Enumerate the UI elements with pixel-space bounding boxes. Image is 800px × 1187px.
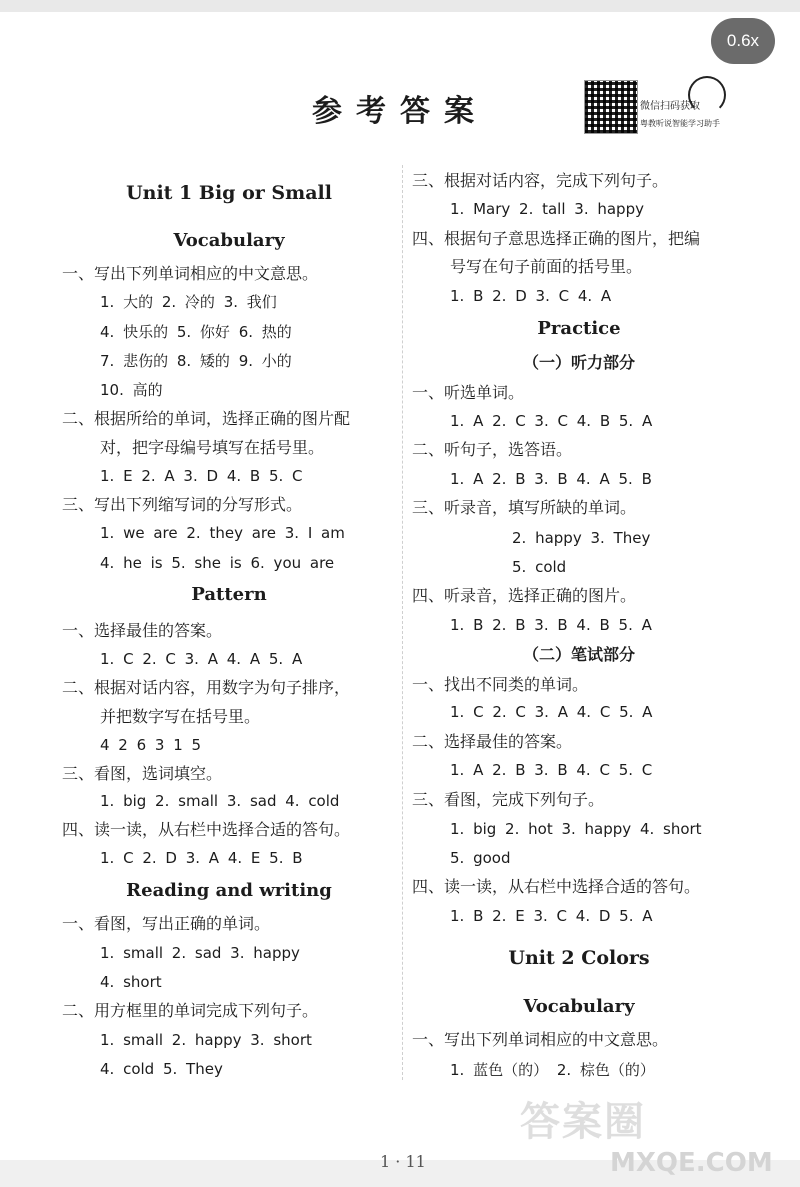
question-instruction: 一、写出下列单词相应的中文意思。 <box>62 264 319 283</box>
question-instruction: 二、选择最佳的答案。 <box>412 732 573 751</box>
question-instruction: 二、根据对话内容，用数字为句子排序， <box>62 678 351 697</box>
section-heading: Practice <box>537 318 621 339</box>
answer-line: 1. Mary 2. tall 3. happy <box>450 200 644 218</box>
question-instruction: 四、读一读，从右栏中选择合适的答句。 <box>412 877 701 896</box>
question-instruction: 一、写出下列单词相应的中文意思。 <box>412 1030 669 1049</box>
answer-line: 4. cold 5. They <box>100 1060 223 1078</box>
question-instruction-continued: 并把数字写在括号里。 <box>100 707 261 726</box>
question-instruction: 三、听录音，填写所缺的单词。 <box>412 498 637 517</box>
unit-heading: Unit 2 Colors <box>508 947 650 969</box>
answer-line: 1. we are 2. they are 3. I am <box>100 524 345 542</box>
section-heading: Reading and writing <box>126 880 332 901</box>
watermark-logo: 答案圈 <box>520 1099 646 1145</box>
qr-caption-primary: 微信扫码获取 <box>640 101 700 112</box>
page-title: 参考答案 <box>312 94 488 129</box>
question-instruction: 一、选择最佳的答案。 <box>62 621 223 640</box>
viewer-top-bar <box>0 0 800 12</box>
page-number: 1 · 11 <box>380 1152 426 1171</box>
answer-line: 1. big 2. small 3. sad 4. cold <box>100 792 340 810</box>
answer-line: 4. he is 5. she is 6. you are <box>100 554 335 572</box>
question-instruction: 二、听句子，选答语。 <box>412 440 573 459</box>
answer-line: 1. B 2. B 3. B 4. B 5. A <box>450 616 652 634</box>
qr-caption-secondary: 粤教听说智能学习助手 <box>640 119 720 128</box>
answer-line: 4 2 6 3 1 5 <box>100 736 202 754</box>
watermark-url: MXQE.COM <box>610 1148 773 1178</box>
answer-line: 4. short <box>100 973 162 991</box>
answer-line: 1. small 2. happy 3. short <box>100 1031 312 1049</box>
question-instruction-continued: 号写在句子前面的括号里。 <box>450 257 643 276</box>
answer-line: 1. small 2. sad 3. happy <box>100 944 300 962</box>
question-instruction: 一、看图，写出正确的单词。 <box>62 914 271 933</box>
question-instruction: 四、读一读，从右栏中选择合适的答句。 <box>62 820 351 839</box>
answer-line: 1. A 2. C 3. C 4. B 5. A <box>450 412 653 430</box>
answer-line: 4. 快乐的 5. 你好 6. 热的 <box>100 323 292 341</box>
qr-code-image <box>584 80 638 134</box>
answer-line: 1. C 2. C 3. A 4. A 5. A <box>100 650 303 668</box>
subsection-heading: （一）听力部分 <box>522 353 635 372</box>
answer-line: 1. 蓝色（的） 2. 棕色（的） <box>450 1061 655 1079</box>
section-heading: Vocabulary <box>173 230 285 251</box>
answer-line: 10. 高的 <box>100 381 163 399</box>
headset-icon <box>688 76 726 114</box>
answer-line: 1. C 2. C 3. A 4. C 5. A <box>450 703 653 721</box>
question-instruction: 一、听选单词。 <box>412 383 525 402</box>
question-instruction: 二、根据所给的单词，选择正确的图片配 <box>62 409 351 428</box>
answer-line: 1. A 2. B 3. B 4. C 5. C <box>450 761 653 779</box>
answer-line: 2. happy 3. They <box>512 529 651 547</box>
question-instruction: 三、看图，选词填空。 <box>62 764 223 783</box>
answer-line: 1. E 2. A 3. D 4. B 5. C <box>100 467 303 485</box>
unit-heading: Unit 1 Big or Small <box>126 182 332 204</box>
answer-line: 1. 大的 2. 冷的 3. 我们 <box>100 293 277 311</box>
section-heading: Pattern <box>191 584 267 605</box>
question-instruction: 三、根据对话内容，完成下列句子。 <box>412 171 669 190</box>
answer-line: 5. good <box>450 849 511 867</box>
question-instruction: 四、听录音，选择正确的图片。 <box>412 586 637 605</box>
question-instruction: 四、根据句子意思选择正确的图片，把编 <box>412 229 701 248</box>
answer-line: 1. B 2. E 3. C 4. D 5. A <box>450 907 653 925</box>
section-heading: Vocabulary <box>523 996 635 1017</box>
answer-line: 1. B 2. D 3. C 4. A <box>450 287 612 305</box>
subsection-heading: （二）笔试部分 <box>522 645 635 664</box>
answer-line: 5. cold <box>512 558 567 576</box>
zoom-level-badge[interactable]: 0.6x <box>711 18 775 64</box>
column-divider <box>402 165 403 1080</box>
answer-line: 1. A 2. B 3. B 4. A 5. B <box>450 470 652 488</box>
answer-line: 1. big 2. hot 3. happy 4. short <box>450 820 702 838</box>
question-instruction-continued: 对，把字母编号填写在括号里。 <box>100 438 325 457</box>
question-instruction: 一、找出不同类的单词。 <box>412 675 589 694</box>
answer-line: 7. 悲伤的 8. 矮的 9. 小的 <box>100 352 292 370</box>
answer-line: 1. C 2. D 3. A 4. E 5. B <box>100 849 303 867</box>
question-instruction: 二、用方框里的单词完成下列句子。 <box>62 1001 319 1020</box>
question-instruction: 三、看图，完成下列句子。 <box>412 790 605 809</box>
question-instruction: 三、写出下列缩写词的分写形式。 <box>62 495 303 514</box>
